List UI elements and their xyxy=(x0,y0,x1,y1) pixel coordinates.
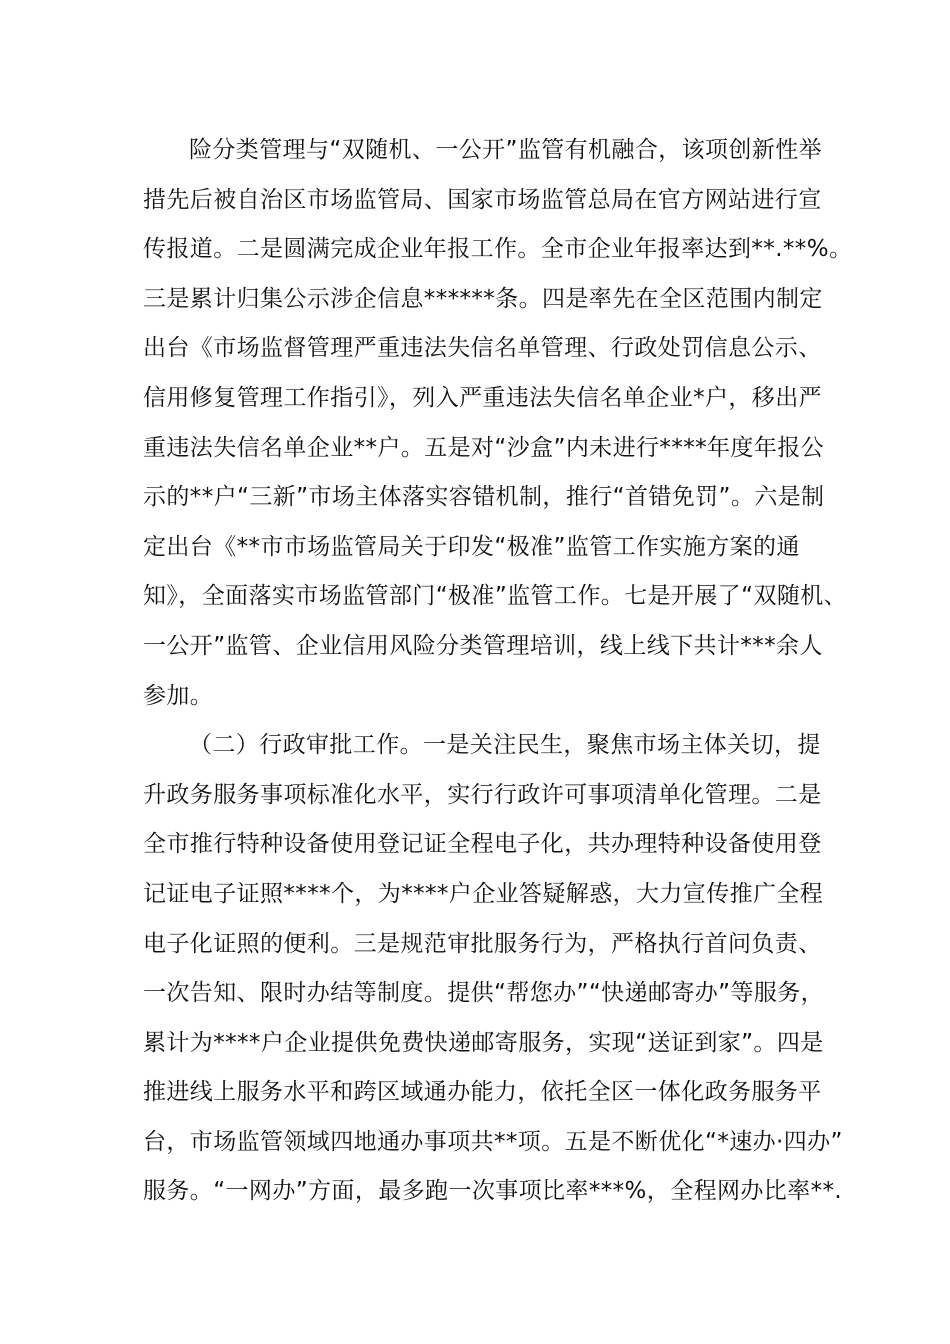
body-text xyxy=(143,126,853,1217)
text-line: 全市推行特种设备使用登记证全程电子化，共办理特种设备使用登 xyxy=(143,831,822,858)
text-line: 三是累计归集公示涉企信息******条。四是率先在全区范围内制定 xyxy=(143,285,823,312)
text-line: 重违法失信名单企业**户。五是对“沙盒”内未进行****年度年报公 xyxy=(143,434,825,461)
text-line: 服务。“一网办”方面，最多跑一次事项比率***%，全程网办比率**. xyxy=(143,1178,843,1205)
text-line: 传报道。二是圆满完成企业年报工作。全市企业年报率达到**.**%。 xyxy=(143,236,853,263)
text-line: 推进线上服务水平和跨区域通办能力，依托全区一体化政务服务平 xyxy=(143,1079,822,1106)
text-line: 定出台《**市市场监管局关于印发“极准”监管工作实施方案的通 xyxy=(143,533,800,560)
text-line: 升政务服务事项标准化水平，实行行政许可事项清单化管理。二是 xyxy=(143,781,822,808)
text-line: 累计为****户企业提供免费快递邮寄服务，实现“送证到家”。四是 xyxy=(143,1029,824,1056)
text-line: 措先后被自治区市场监管局、国家市场监管总局在官方网站进行宣 xyxy=(143,186,822,213)
text-line: 参加。 xyxy=(143,682,214,709)
text-line: 示的**户“三新”市场主体落实容错机制，推行“首错免罚”。六是制 xyxy=(143,484,825,511)
section-heading-line: （二）行政审批工作。一是关注民生，聚焦市场主体关切，提 xyxy=(189,732,821,759)
text-line: 一公开”监管、企业信用风险分类管理培训，线上线下共计***余人 xyxy=(143,632,823,659)
text-line: 知》，全面落实市场监管部门“极准”监管工作。七是开展了“双随机、 xyxy=(143,583,848,610)
text-line: 记证电子证照****个，为****户企业答疑解惑，大力宣传推广全程 xyxy=(143,880,824,907)
text-line: 台，市场监管领域四地通办事项共**项。五是不断优化“*速办·四办” xyxy=(143,1128,843,1155)
text-line: 出台《市场监督管理严重违法失信名单管理、行政处罚信息公示、 xyxy=(143,335,822,362)
text-line: 一次告知、限时办结等制度。提供“帮您办”“快递邮寄办”等服务， xyxy=(143,980,825,1007)
text-line: 电子化证照的便利。三是规范审批服务行为，严格执行首问负责、 xyxy=(143,930,822,957)
text-line: 险分类管理与“双随机、一公开”监管有机融合，该项创新性举 xyxy=(189,137,823,163)
text-line: 信用修复管理工作指引》，列入严重违法失信名单企业*户，移出严 xyxy=(143,384,822,411)
